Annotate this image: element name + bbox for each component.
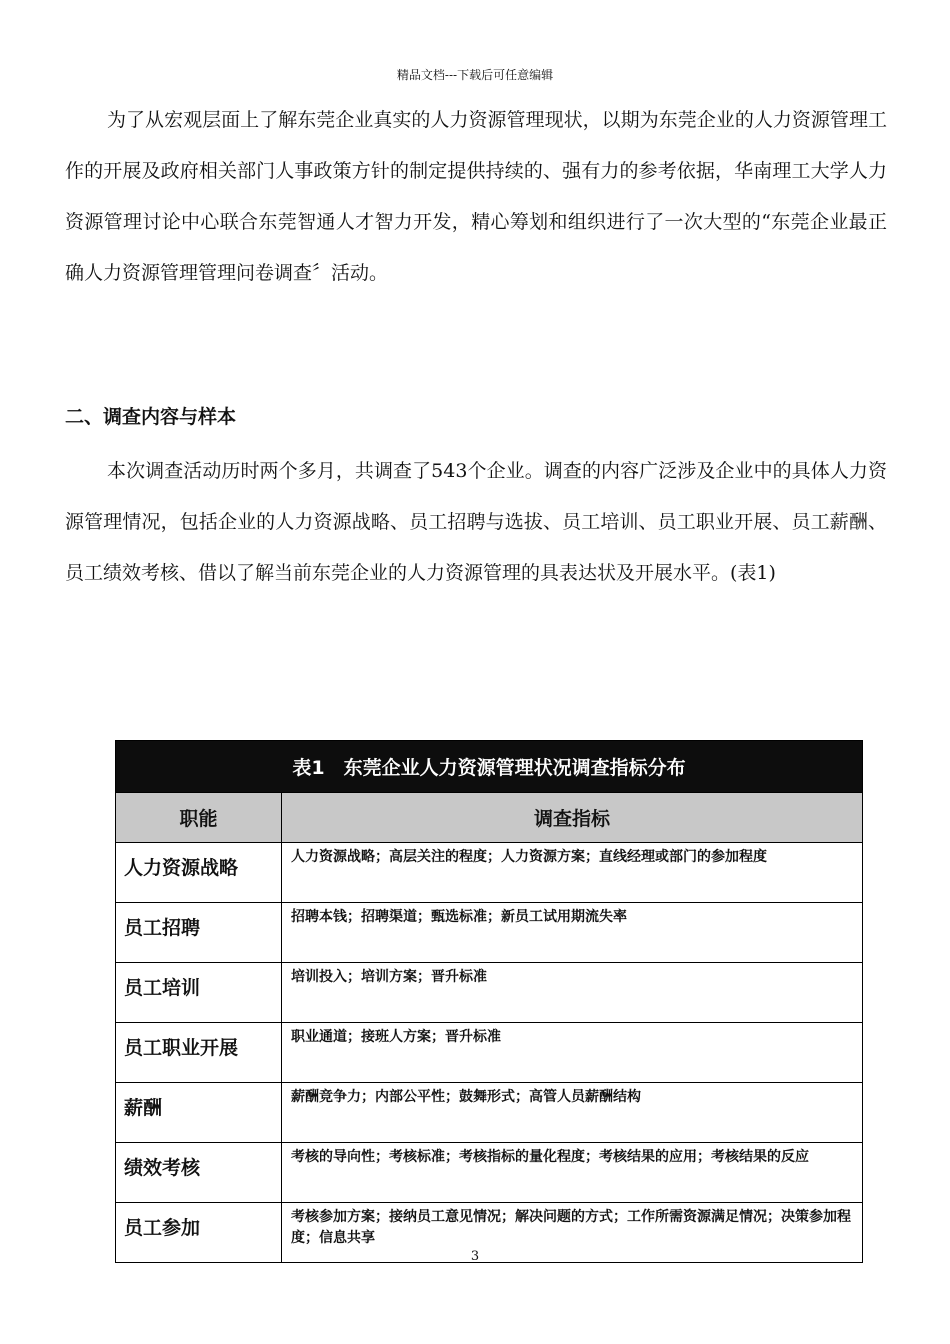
indicator-table — [115, 740, 863, 1263]
row-indicators: 人力资源战略；高层关注的程度；人力资源方案；直线经理或部门的参加程度 — [282, 843, 863, 903]
row-indicators: 职业通道；接班人方案；晋升标准 — [282, 1023, 863, 1083]
row-function: 员工培训 — [116, 963, 282, 1023]
column-header-function: 职能 — [116, 793, 282, 843]
table-row — [116, 903, 863, 963]
table-row — [116, 843, 863, 903]
table-row — [116, 963, 863, 1023]
page-number: 3 — [470, 1249, 480, 1264]
row-function: 员工参加 — [116, 1203, 282, 1263]
table-row — [116, 1023, 863, 1083]
page-header: 精品文档---下载后可任意编辑 — [396, 68, 554, 82]
intro-paragraph: 为了从宏观层面上了解东莞企业真实的人力资源管理现状，以期为东莞企业的人力资源管理工作的开展及政府相关部门人事政策方针的制定提供持续的、强有力的参考依据，华南理工大学人力资源管理讨论中心联合东莞智通人才智力开发，精心筹划和组织进行了一次大型的“东莞企业最正确人力资源管理管理问卷调查〞活动。 — [65, 109, 887, 284]
row-function: 薪酬 — [116, 1083, 282, 1143]
table-row — [116, 1083, 863, 1143]
section-heading: 二、调查内容与样本 — [65, 406, 237, 428]
row-function: 员工招聘 — [116, 903, 282, 963]
row-function: 绩效考核 — [116, 1143, 282, 1203]
row-indicators: 培训投入；培训方案；晋升标准 — [282, 963, 863, 1023]
table-row — [116, 1143, 863, 1203]
survey-paragraph: 本次调查活动历时两个多月，共调查了543个企业。调查的内容广泛涉及企业中的具体人力资源管理情况，包括企业的人力资源战略、员工招聘与选拔、员工培训、员工职业开展、员工薪酬、员工绩效考核、借以了解当前东莞企业的人力资源管理的具表达状及开展水平。(表1) — [65, 460, 887, 584]
column-header-indicators: 调查指标 — [282, 793, 863, 843]
row-function: 人力资源战略 — [116, 843, 282, 903]
row-function: 员工职业开展 — [116, 1023, 282, 1083]
table-caption: 表1 东莞企业人力资源管理状况调查指标分布 — [116, 741, 863, 793]
row-indicators: 招聘本钱；招聘渠道；甄选标准；新员工试用期流失率 — [282, 903, 863, 963]
row-indicators: 考核的导向性；考核标准；考核指标的量化程度；考核结果的应用；考核结果的反应 — [282, 1143, 863, 1203]
row-indicators: 考核参加方案；接纳员工意见情况；解决问题的方式；工作所需资源满足情况；决策参加程度；信息共享 — [282, 1203, 863, 1263]
row-indicators: 薪酬竞争力；内部公平性；鼓舞形式；高管人员薪酬结构 — [282, 1083, 863, 1143]
